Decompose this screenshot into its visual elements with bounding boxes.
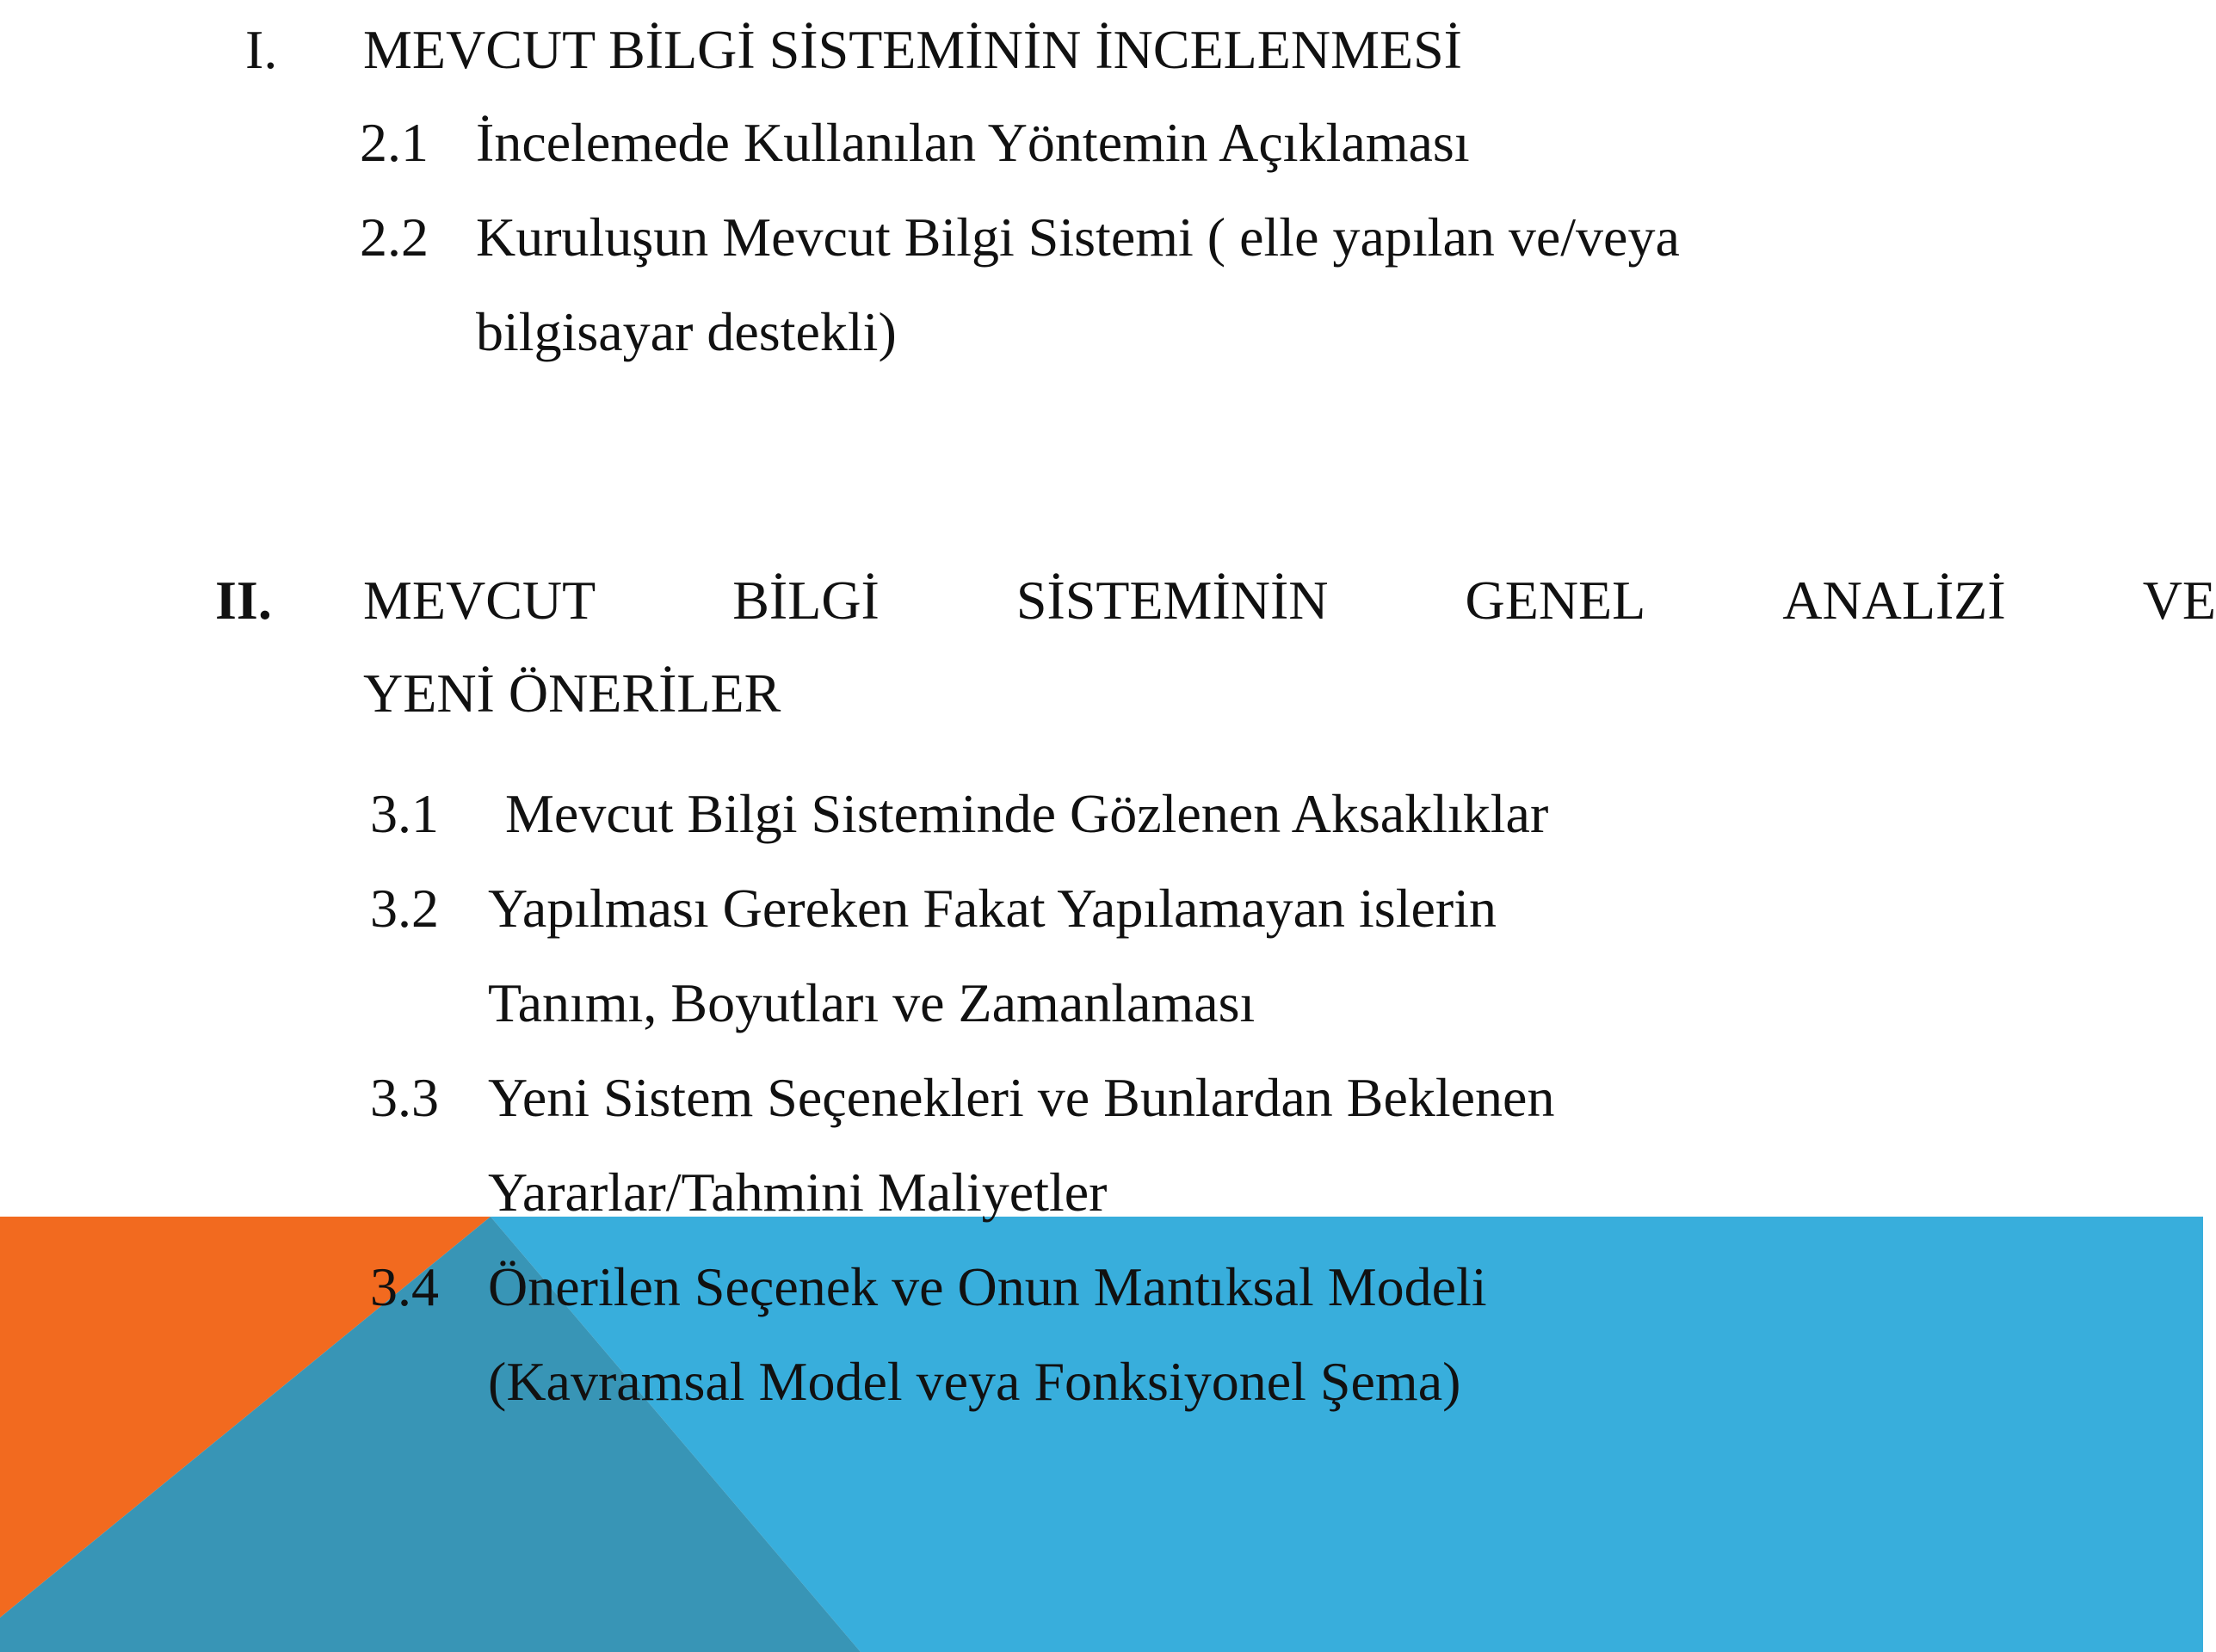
section2-heading-word: BİLGİ xyxy=(732,570,880,631)
item-3-4-text-line1: Önerilen Seçenek ve Onun Mantıksal Modeli xyxy=(488,1256,1487,1317)
section2-heading-line1 xyxy=(363,568,2216,633)
item-3-3-text-line1: Yeni Sistem Seçenekleri ve Bunlardan Beklenen xyxy=(488,1067,1555,1128)
item-3-4-number: 3.4 xyxy=(370,1256,439,1317)
section2-heading-word: VE xyxy=(2142,570,2216,631)
section2-heading-word: ANALİZİ xyxy=(1782,570,2006,631)
section1-heading: MEVCUT BİLGİ SİSTEMİNİN İNCELENMESİ xyxy=(363,19,1462,80)
item-2-1-text: İncelemede Kullanılan Yöntemin Açıklaması xyxy=(476,112,1470,173)
section2-heading-word: GENEL xyxy=(1465,570,1646,631)
section2-numeral: II. xyxy=(215,570,272,631)
item-2-2-text-line1: Kuruluşun Mevcut Bilgi Sistemi ( elle yapılan ve/veya xyxy=(476,206,1680,268)
item-2-2-number: 2.2 xyxy=(360,206,429,268)
item-3-3-number: 3.3 xyxy=(370,1067,439,1128)
section1-numeral: I. xyxy=(245,19,278,80)
section2-heading-line2: YENİ ÖNERİLER xyxy=(363,663,781,724)
section2-heading-word: MEVCUT xyxy=(363,570,596,631)
item-3-2-text-line2: Tanımı, Boyutları ve Zamanlaması xyxy=(488,972,1256,1033)
item-2-2-text-line2: bilgisayar destekli) xyxy=(476,301,897,362)
item-3-3-text-line2: Yararlar/Tahmini Maliyetler xyxy=(488,1162,1108,1223)
item-3-2-text-line1: Yapılması Gereken Fakat Yapılamayan islerin xyxy=(488,878,1497,939)
item-3-2-number: 3.2 xyxy=(370,878,439,939)
item-3-1-number: 3.1 xyxy=(370,783,439,844)
item-3-4-text-line2: (Kavramsal Model veya Fonksiyonel Şema) xyxy=(488,1351,1461,1412)
item-2-1-number: 2.1 xyxy=(360,112,429,173)
item-3-1-text: Mevcut Bilgi Sisteminde Gözlenen Aksaklıklar xyxy=(505,783,1549,844)
section2-heading-word: SİSTEMİNİN xyxy=(1015,570,1329,631)
